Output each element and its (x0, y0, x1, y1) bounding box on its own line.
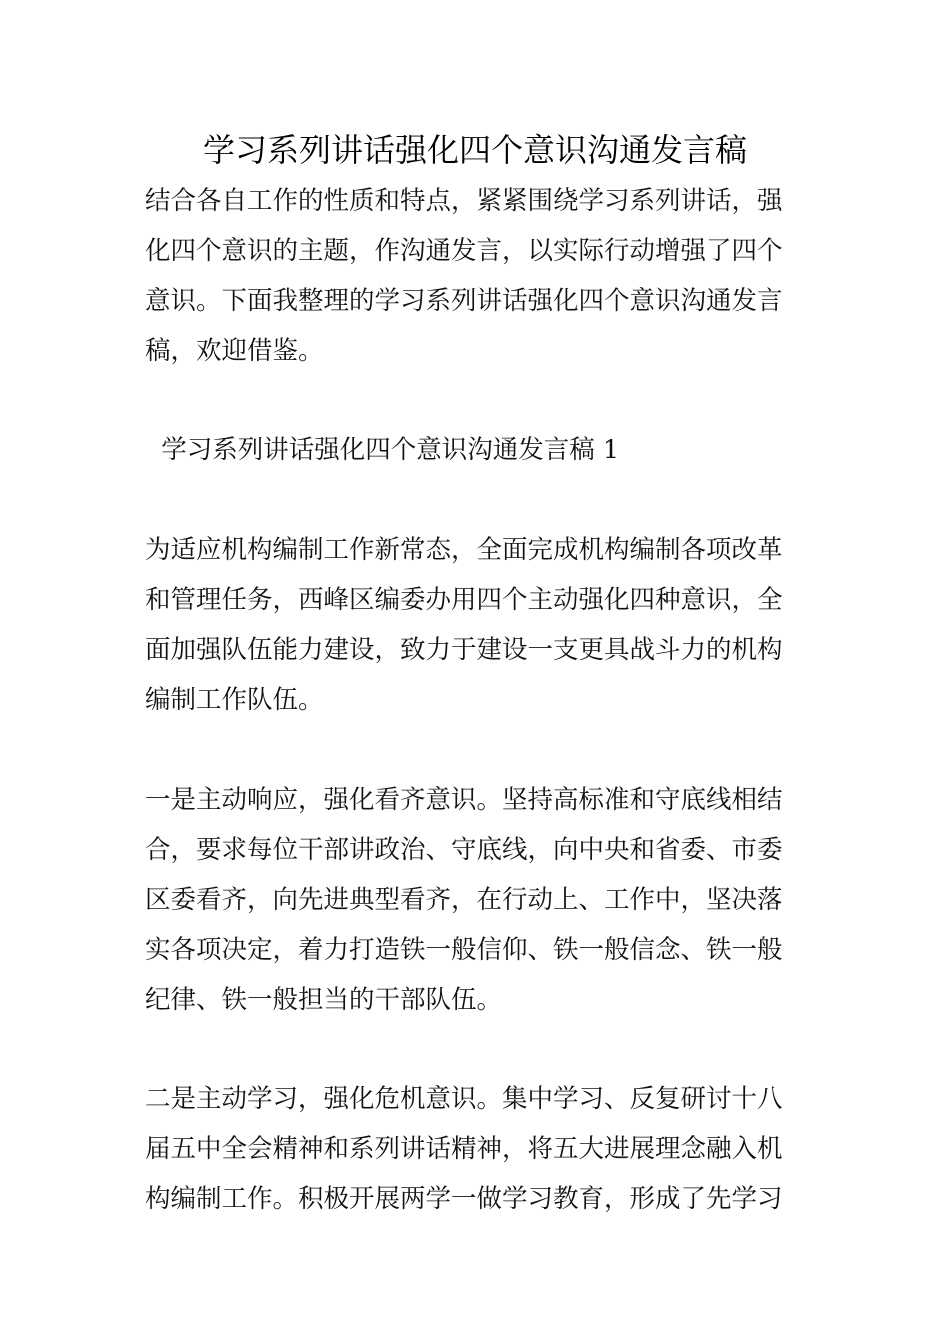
paragraph-3 (145, 1074, 810, 1224)
intro-line-4: 稿，欢迎借鉴。 (145, 336, 324, 366)
para1-line-4: 编制工作队伍。 (145, 685, 324, 715)
para3-line-3: 构编制工作。积极开展两学一做学习教育，形成了先学习 (145, 1184, 783, 1214)
document-title: 学习系列讲话强化四个意识沟通发言稿 (202, 131, 747, 169)
para1-line-2: 和管理任务，西峰区编委办用四个主动强化四种意识，全 (145, 585, 783, 615)
para1-line-3: 面加强队伍能力建设，致力于建设一支更具战斗力的机构 (145, 635, 783, 665)
paragraph-1 (145, 525, 810, 725)
paragraph-2 (145, 775, 810, 1025)
para2-line-5: 纪律、铁一般担当的干部队伍。 (145, 985, 503, 1015)
para2-line-2: 合，要求每位干部讲政治、守底线，向中央和省委、市委 (145, 835, 783, 865)
para2-line-4: 实各项决定，着力打造铁一般信仰、铁一般信念、铁一般 (145, 935, 783, 965)
para3-line-2: 届五中全会精神和系列讲话精神，将五大进展理念融入机 (145, 1134, 783, 1164)
intro-paragraph (145, 176, 810, 376)
para2-line-1: 一是主动响应，强化看齐意识。坚持高标准和守底线相结 (145, 785, 783, 815)
para1-line-1: 为适应机构编制工作新常态，全面完成机构编制各项改革 (145, 535, 783, 565)
intro-line-1: 结合各自工作的性质和特点，紧紧围绕学习系列讲话，强 (145, 186, 783, 216)
intro-line-3: 意识。下面我整理的学习系列讲话强化四个意识沟通发言 (145, 286, 783, 316)
para3-line-1: 二是主动学习，强化危机意识。集中学习、反复研讨十八 (145, 1084, 783, 1114)
intro-line-2: 化四个意识的主题，作沟通发言，以实际行动增强了四个 (145, 236, 783, 266)
para2-line-3: 区委看齐，向先进典型看齐，在行动上、工作中，坚决落 (145, 885, 783, 915)
section-heading: 学习系列讲话强化四个意识沟通发言稿 1 (145, 435, 620, 465)
